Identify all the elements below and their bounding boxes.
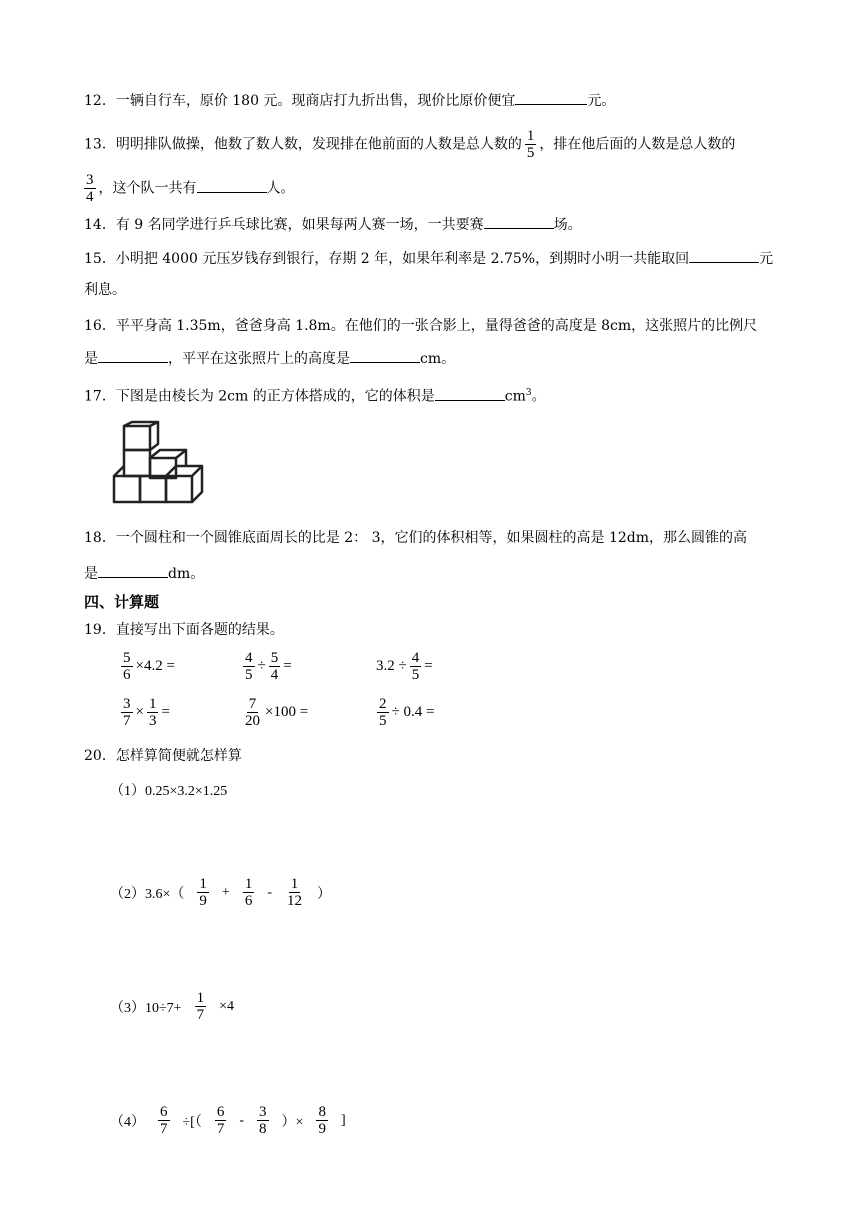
q14-text: 14．有 9 名同学进行乒乓球比赛，如果每两人赛一场，一共要赛 xyxy=(84,217,484,233)
answer-blank[interactable] xyxy=(98,348,168,363)
fraction: $\frac{3}{7}$ xyxy=(123,696,131,729)
question-19-title xyxy=(84,620,284,640)
answer-blank[interactable] xyxy=(689,248,759,263)
question-20-title xyxy=(84,746,242,766)
question-13-cont xyxy=(84,172,295,205)
q20-text: 20．怎样算简便就怎样算 xyxy=(84,748,242,764)
fraction: $\frac{1}{12}$ xyxy=(286,876,302,909)
fraction: $\frac{1}{9}$ xyxy=(199,876,207,909)
question-16-cont xyxy=(84,348,455,369)
q17-end: 。 xyxy=(531,388,546,405)
cube-stack-figure xyxy=(108,420,212,510)
question-18-cont xyxy=(84,563,204,584)
question-15-cont xyxy=(84,280,126,300)
q13-text-3: ，这个队一共有 xyxy=(98,180,197,197)
question-17 xyxy=(84,383,546,407)
fraction: $\frac{5}{4}$ xyxy=(270,650,279,683)
problem-3: （3）10÷7+ $\frac{1}{7}$ ×4 xyxy=(110,990,234,1023)
calc-expression-1: $\frac{5}{6}$ ×4.2 = xyxy=(123,650,175,683)
answer-blank[interactable] xyxy=(350,348,420,363)
q16-text: 16．平平身高 1.35m，爸爸身高 1.8m。在他们的一张合影上，量得爸爸的高度是 8cm，这张照片的比例尺 xyxy=(84,318,758,334)
q15-text: 15．小明把 4000 元压岁钱存到银行，存期 2 年，如果年利率是 2.75%，到期时小明一共能取回 xyxy=(84,251,690,267)
question-12 xyxy=(84,90,615,111)
question-13 xyxy=(84,128,735,161)
q15-text-2: 利息。 xyxy=(84,282,126,298)
q18-unit: dm。 xyxy=(168,566,205,582)
question-18 xyxy=(84,528,747,548)
fraction: $\frac{1}{5}$ xyxy=(526,128,535,161)
calc-expression-5: $\frac{7}{20}$ ×100 = xyxy=(245,696,309,729)
fraction: $\frac{4}{5}$ xyxy=(245,650,253,683)
answer-blank[interactable] xyxy=(435,386,505,401)
q17-unit: cm xyxy=(504,388,526,405)
fraction: $\frac{1}{7}$ xyxy=(196,990,205,1023)
fraction: $\frac{4}{5}$ xyxy=(411,650,420,683)
problem-2: （2）3.6×（ $\frac{1}{9}$ + $\frac{1}{6}$ - $\frac{1}{12}$ ） xyxy=(110,876,331,909)
answer-blank[interactable] xyxy=(515,90,587,105)
q14-unit: 场。 xyxy=(553,217,582,233)
fraction: $\frac{6}{7}$ xyxy=(216,1104,225,1137)
q18-text: 18．一个圆柱和一个圆锥底面周长的比是 2： 3，它们的体积相等，如果圆柱的高是 12dm，那么圆锥的高 xyxy=(84,530,748,546)
answer-blank[interactable] xyxy=(484,214,554,229)
fraction: $\frac{6}{7}$ xyxy=(160,1104,168,1137)
calc-expression-2: $\frac{4}{5}$ ÷ $\frac{5}{4}$ = xyxy=(245,650,292,683)
fraction: $\frac{3}{4}$ xyxy=(86,172,94,205)
q16-text-2: 是 xyxy=(84,351,98,367)
q16-text-3: ，平平在这张照片上的高度是 xyxy=(168,351,350,367)
q17-text: 17．下图是由棱长为 2cm 的正方体搭成的，它的体积是 xyxy=(84,388,435,405)
q18-text-2: 是 xyxy=(84,566,98,582)
answer-blank[interactable] xyxy=(197,178,267,193)
q17-unit-sup: 3 xyxy=(525,388,532,398)
calc-expression-6: $\frac{2}{5}$ ÷ 0.4 = xyxy=(379,696,435,729)
calc-expression-3: 3.2 ÷ $\frac{4}{5}$ = xyxy=(376,650,433,683)
q13-unit: 人。 xyxy=(266,180,295,197)
q12-text: 12．一辆自行车，原价 180 元。现商店打九折出售，现价比原价便宜 xyxy=(84,93,516,109)
q15-unit: 元 xyxy=(759,251,774,267)
fraction: $\frac{5}{6}$ xyxy=(123,650,131,683)
q13-text-2: ，排在他后面的人数是总人数的 xyxy=(539,136,736,153)
question-14 xyxy=(84,214,582,235)
q19-text: 19．直接写出下面各题的结果。 xyxy=(84,622,284,638)
fraction: $\frac{3}{8}$ xyxy=(259,1104,267,1137)
q12-unit: 元。 xyxy=(587,93,616,109)
fraction: $\frac{2}{5}$ xyxy=(379,696,387,729)
answer-blank[interactable] xyxy=(98,563,168,578)
problem-4: （4） $\frac{6}{7}$ ÷[（ $\frac{6}{7}$ - $\frac{3}{8}$ ）× $\frac{8}{9}$ ] xyxy=(110,1104,346,1137)
problem-1: （1）0.25×3.2×1.25 xyxy=(110,784,228,799)
fraction: $\frac{1}{3}$ xyxy=(148,696,157,729)
fraction: $\frac{7}{20}$ xyxy=(245,696,260,729)
q16-unit: cm。 xyxy=(420,351,456,367)
fraction: $\frac{8}{9}$ xyxy=(318,1104,326,1137)
q13-text: 13．明明排队做操，他数了数人数，发现排在他前面的人数是总人数的 xyxy=(84,136,522,153)
section-heading: 四、计算题 xyxy=(84,593,160,611)
question-15 xyxy=(84,248,773,269)
fraction: $\frac{1}{6}$ xyxy=(244,876,253,909)
question-16 xyxy=(84,316,757,336)
calc-expression-4: $\frac{3}{7}$ × $\frac{1}{3}$ = xyxy=(123,696,170,729)
